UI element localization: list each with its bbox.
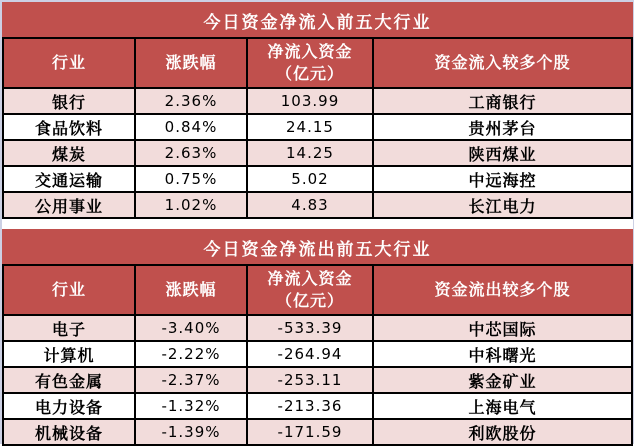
stock-cell: 紫金矿业 [373,367,632,393]
change-cell: -1.39% [135,419,247,445]
industry-cell: 交通运输 [3,166,135,192]
industry-cell: 电力设备 [3,393,135,419]
net-amount-cell: -533.39 [247,315,373,341]
industry-cell: 机械设备 [3,419,135,445]
col-header-change: 涨跌幅 [135,265,247,315]
table-row [3,88,632,114]
stock-cell: 上海电气 [373,393,632,419]
net-amount-cell: 103.99 [247,88,373,114]
net-amount-cell: 4.83 [247,192,373,218]
change-cell: -3.40% [135,315,247,341]
table-row [3,419,632,445]
col-header-industry: 行业 [3,38,135,88]
industry-cell: 公用事业 [3,192,135,218]
industry-cell: 银行 [3,88,135,114]
col-header-net-amount [247,38,373,88]
industry-cell: 计算机 [3,341,135,367]
net-amount-cell: 5.02 [247,166,373,192]
industry-cell: 电子 [3,315,135,341]
col-header-change: 涨跌幅 [135,38,247,88]
inflow-table [2,2,633,219]
change-cell: 1.02% [135,192,247,218]
col-header-net-amount [247,265,373,315]
industry-cell: 煤炭 [3,140,135,166]
outflow-table-title: 今日资金净流出前五大行业 [3,230,632,265]
col-header-inflow-stocks: 资金流入较多个股 [373,38,632,88]
stock-cell: 中科曙光 [373,341,632,367]
table-row [3,114,632,140]
change-cell: -2.37% [135,367,247,393]
inflow-table-title: 今日资金净流入前五大行业 [3,3,632,38]
net-amount-cell: -171.59 [247,419,373,445]
stock-cell: 贵州茅台 [373,114,632,140]
col-header-industry: 行业 [3,265,135,315]
change-cell: 0.75% [135,166,247,192]
inflow-header-row [3,38,632,88]
outflow-table [2,229,633,446]
outflow-header-row [3,265,632,315]
industry-cell: 有色金属 [3,367,135,393]
net-amount-cell: -213.36 [247,393,373,419]
stock-cell: 陕西煤业 [373,140,632,166]
change-cell: -2.22% [135,341,247,367]
net-amount-cell: -264.94 [247,341,373,367]
inflow-title-row [3,3,632,38]
change-cell: 0.84% [135,114,247,140]
stock-cell: 长江电力 [373,192,632,218]
stock-cell: 中远海控 [373,166,632,192]
table-row [3,140,632,166]
stock-cell: 工商银行 [373,88,632,114]
net-amount-cell: 14.25 [247,140,373,166]
change-cell: 2.36% [135,88,247,114]
table-row [3,341,632,367]
industry-cell: 食品饮料 [3,114,135,140]
change-cell: 2.63% [135,140,247,166]
col-header-net-amount-label: 净流入资金（亿元） [267,269,353,310]
change-cell: -1.32% [135,393,247,419]
table-row [3,393,632,419]
table-row [3,367,632,393]
col-header-net-amount-label: 净流入资金（亿元） [267,42,353,83]
col-header-outflow-stocks: 资金流出较多个股 [373,265,632,315]
net-amount-cell: -253.11 [247,367,373,393]
table-row [3,315,632,341]
net-amount-cell: 24.15 [247,114,373,140]
table-row [3,166,632,192]
stock-cell: 中芯国际 [373,315,632,341]
outflow-title-row [3,230,632,265]
stock-cell: 利欧股份 [373,419,632,445]
table-gap [2,219,633,229]
table-row [3,192,632,218]
